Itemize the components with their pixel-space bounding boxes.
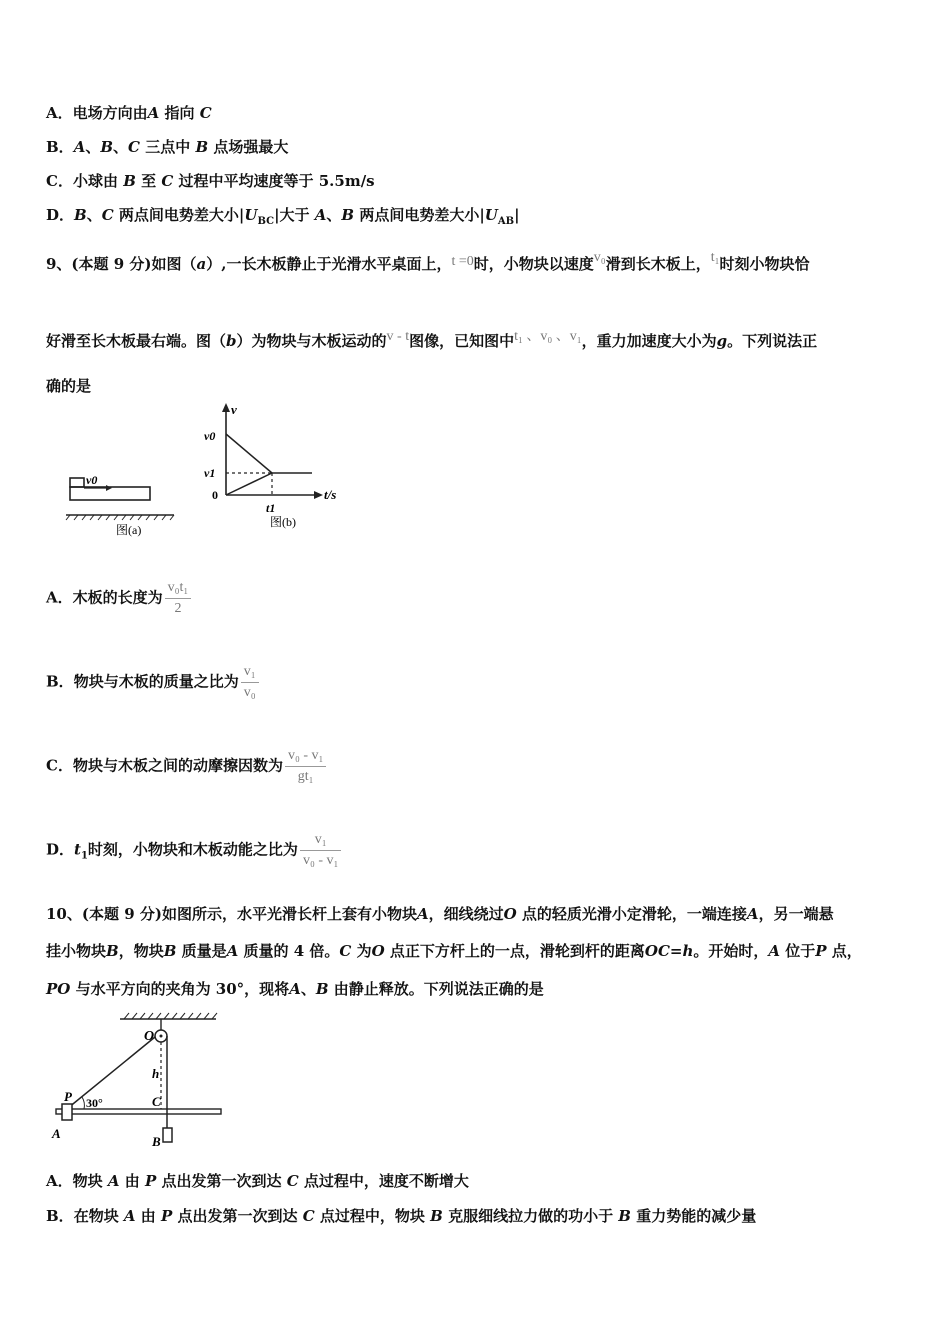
v0-tick-label: v0 [204, 429, 216, 443]
q9-option-c: C．物块与木板之间的动摩擦因数为 $\frac{\text{v₀ - v₁}}{\text{gt₁}}$ [46, 748, 326, 785]
ceiling-hatch [124, 1013, 217, 1019]
label-p: P [64, 1089, 72, 1104]
label-angle: 30° [86, 1096, 103, 1110]
t-axis-label: t/s [324, 487, 337, 502]
label-h: h [152, 1066, 160, 1081]
fraction: $\frac{\text{v₀ - v₁}}{\text{gt₁}}$ [285, 748, 326, 785]
fig-a-v0-label: v0 [86, 473, 98, 487]
origin-label: 0 [212, 488, 218, 502]
q9-figure-b [200, 400, 360, 535]
q8-option-a: A．电场方向由A 指向 C [46, 104, 212, 122]
small-block [70, 478, 84, 487]
q9-option-b: B．物块与木板的质量之比为 $\frac{\text{v₁}}{\text{v₀}}$ [46, 664, 259, 701]
q10-stem-line3: PO 与水平方向的夹角为 30°，现将A、B 由静止释放。下列说法正确的是 [46, 980, 544, 998]
q10-option-b: B．在物块 A 由 P 点出发第一次到达 C 点过程中，物块 B 克服细线拉力做的功小于 B 重力势能的减少量 [46, 1207, 757, 1225]
q9-figure-a [62, 470, 182, 545]
label-o: O [144, 1029, 155, 1044]
q8-option-d: D．B、C 两点间电势差大小$|U_{BC}|$大于 A、B 两点间电势差大小$|U_{AB}|$ [46, 206, 520, 227]
q9-stem-line1: 9、(本题 9 分)如图（a）,一长木板静止于光滑水平桌面上，t =0时，小物块以速度v₀滑到长木板上，t₁时刻小物块恰 [46, 250, 810, 273]
block-b [163, 1128, 172, 1142]
fig-a-caption: 图(a) [116, 523, 142, 537]
q9-stem-line2: 好滑至长木板最右端。图（b）为物块与木板运动的v - t图像，已知图中t₁ 、v₀ 、v₁，重力加速度大小为g。下列说法正 [46, 329, 818, 350]
fraction: $\frac{\text{v₁}}{\text{v₀}}$ [241, 664, 259, 701]
v-axis-arrow [222, 403, 230, 412]
fraction: $\frac{\text{v₁}}{\text{v₀ - v₁}}$ [300, 832, 341, 869]
q10-stem-line2: 挂小物块B，物块B 质量是A 质量的 4 倍。C 为O 点正下方杆上的一点，滑轮到杆的距离OC=h。开始时，A 位于P 点， [46, 942, 862, 960]
v-axis-label: v [231, 402, 237, 417]
v0-arrow-head [106, 485, 112, 491]
block-a [62, 1104, 72, 1120]
label-c: C [152, 1094, 161, 1109]
q8-option-b: B．A、B、C 三点中 B 点场强最大 [46, 138, 289, 156]
q9-option-d: D．$t_1$时刻，小物块和木板动能之比为 $\frac{\text{v₁}}{\text{v₀ - v₁}}$ [46, 832, 341, 869]
q10-figure [48, 1008, 228, 1153]
angle-arc [82, 1097, 84, 1109]
q10-option-a: A．物块 A 由 P 点出发第一次到达 C 点过程中，速度不断增大 [46, 1172, 469, 1190]
label-a: A [52, 1126, 61, 1141]
fig-b-caption: 图(b) [270, 515, 296, 529]
t1-tick-label: t1 [266, 501, 276, 515]
label-b: B [152, 1134, 161, 1149]
pulley-axle [160, 1035, 163, 1038]
t-axis-arrow [314, 491, 323, 499]
q10-stem-line1: 10、(本题 9 分)如图所示，水平光滑长杆上套有小物块A，细线绕过O 点的轻质光滑小定滑轮，一端连接A，另一端悬 [46, 905, 834, 923]
v1-tick-label: v1 [204, 466, 216, 480]
fraction: $\frac{\text{v₀t₁}}{2}$ [165, 580, 192, 617]
block-velocity-line [226, 434, 272, 473]
q9-option-a: A．木板的长度为 $\frac{\text{v₀t₁}}{2}$ [46, 580, 191, 617]
horizontal-rod [56, 1109, 221, 1114]
string-pa [68, 1037, 155, 1108]
q8-option-c: C．小球由 B 至 C 过程中平均速度等于 5.5m/s [46, 172, 375, 190]
q9-stem-line3: 确的是 [46, 377, 92, 395]
board-velocity-line [226, 473, 272, 495]
